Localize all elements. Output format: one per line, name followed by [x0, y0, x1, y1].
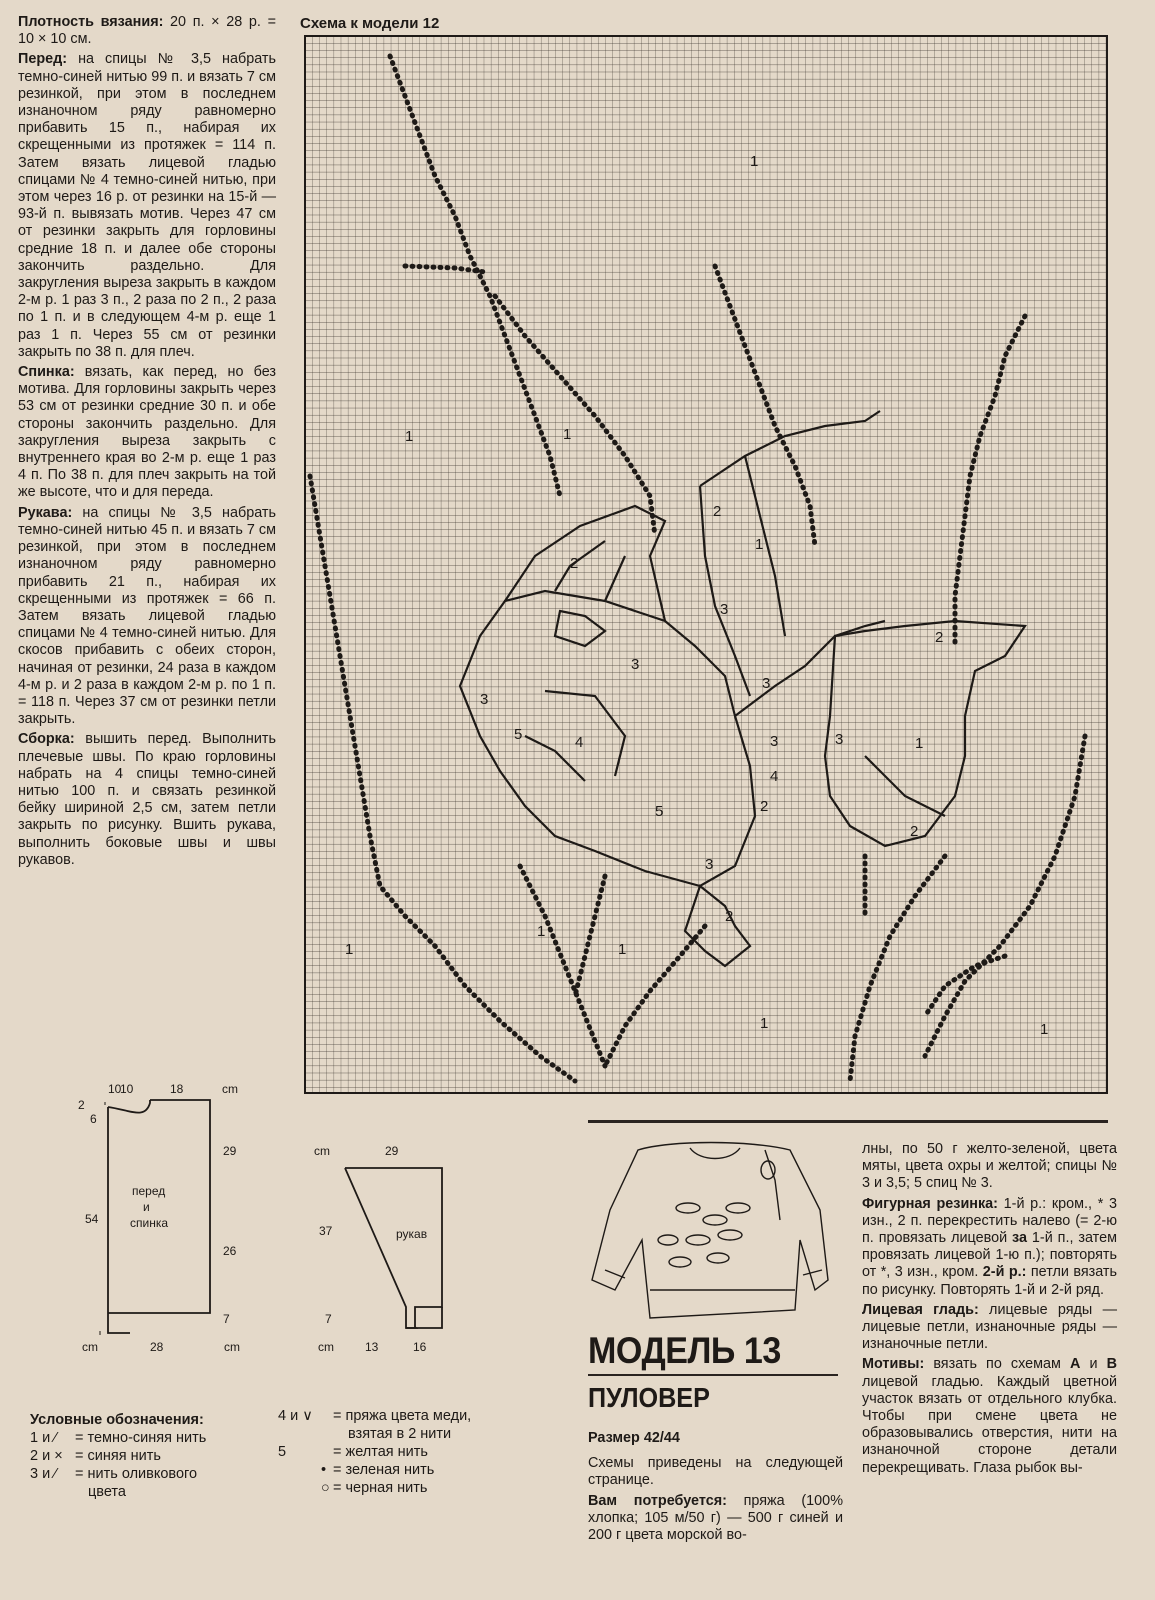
legend-row — [30, 1465, 550, 1483]
motif-a: А — [1070, 1356, 1081, 1373]
motif-b: В — [1106, 1356, 1117, 1373]
chart-label: 3 — [720, 601, 729, 618]
chart-label: 1 — [563, 426, 572, 443]
schema-front-mark: 6 — [90, 1112, 97, 1126]
chart-label: 1 — [755, 536, 764, 553]
rib-bold: за — [1012, 1230, 1028, 1247]
section-divider — [588, 1120, 1108, 1123]
assembly-text: вышить перед. Выполнить плечевые швы. По краю горловины набрать на 4 спицы темно-синей нитью 100 п. и связать резинкой бейку шириной 2,5 см, затем петли закрыть по рисунку. Вшить рукава, выполнить боковые швы и швы рукавов. — [18, 731, 276, 868]
schema-sleeve-bottom-width: 16 — [413, 1340, 427, 1354]
need-text: пряжа (100% хлопка; 105 м/50 г) — 500 г синей и 200 г цвета морской во- — [588, 1492, 843, 1544]
model-title: МОДЕЛЬ 13 — [588, 1330, 781, 1371]
schema-front-unit: cm — [222, 1082, 238, 1096]
legend-text: = желтая нить — [333, 1444, 428, 1460]
chart-label: 3 — [770, 733, 779, 750]
chart-label: 1 — [345, 941, 354, 958]
legend-row — [30, 1483, 550, 1501]
legend-text: = черная нить — [333, 1480, 428, 1496]
legend-title: Условные обозначения: — [30, 1412, 204, 1428]
legend-row — [30, 1429, 550, 1447]
chart-label: 2 — [713, 503, 722, 520]
chart-label: 2 — [570, 555, 579, 572]
schema-sleeve-unit: cm — [318, 1340, 334, 1354]
legend-row — [30, 1447, 550, 1465]
sleeve-label: Рукава: — [18, 504, 73, 521]
chart-label: 4 — [770, 768, 779, 785]
chart-label: 1 — [618, 941, 627, 958]
chart-label: 4 — [575, 734, 584, 751]
chart-label: 2 — [760, 798, 769, 815]
legend-text: = пряжа цвета меди, — [333, 1408, 472, 1424]
stockinette-text: лицевые ряды — лицевые петли, изнаночные ряды — изнаночные петли. — [862, 1301, 1117, 1353]
continuation-text: лны, по 50 г желто-зеленой, цвета мяты, цвета охры и желтой; спицы № 3 и 3,5; 5 спиц № 3. — [862, 1141, 1117, 1192]
schema-front-top-width: 10 — [120, 1082, 134, 1096]
rib-text: 1-й п., затем провязать лицевой 1-ю п.); повторять от *, 3 изн., кром. — [862, 1230, 1118, 1281]
schema-sleeve-top-width: 29 — [385, 1144, 399, 1158]
chart-label: 2 — [935, 629, 944, 646]
schema-front-label: и — [143, 1200, 150, 1214]
motifs-text: и — [1080, 1356, 1107, 1373]
density-value: 20 п. × 28 р. = 10 × 10 см. — [18, 14, 276, 48]
legend-text: = зеленая нить — [333, 1462, 435, 1478]
legend-key: 5 — [278, 1444, 287, 1460]
chart-label: 3 — [762, 675, 771, 692]
chart-label: 3 — [835, 731, 844, 748]
motifs-text: лицевой гладью. Каждый цветной участок вязать от отдельного клубка. Чтобы при смене цвета не образовывались отверстия, нити на изнаночной стороне детали перекрещивать. Глаза рыбок вы- — [862, 1373, 1117, 1476]
model-details-column — [862, 1141, 1117, 1480]
schema-front-right-height: 29 — [223, 1144, 237, 1158]
schema-front-unit: cm — [224, 1340, 240, 1354]
chart-label: 1 — [760, 1015, 769, 1032]
schema-front-height: 54 — [85, 1212, 99, 1226]
front-label: Перед: — [18, 51, 68, 68]
chart-label: 1 — [405, 428, 414, 445]
schemes-note: Схемы приведены на следующей странице. — [588, 1455, 843, 1489]
legend-text: = темно-синяя нить — [75, 1430, 207, 1446]
motifs-text: вязать по схемам — [924, 1356, 1070, 1373]
chart-label: 1 — [915, 735, 924, 752]
back-label: Спинка: — [18, 364, 75, 381]
schema-front-bottom-width: 28 — [150, 1340, 164, 1354]
rib-row2: 2-й р.: — [982, 1264, 1027, 1281]
legend-text: взятая в 2 нити — [348, 1426, 452, 1442]
chart-label: 1 — [537, 923, 546, 940]
garment-schema — [70, 1082, 580, 1365]
schema-sleeve-label: рукав — [396, 1227, 428, 1241]
schema-front-label: спинка — [130, 1216, 169, 1230]
sleeve-text: на спицы № 3,5 набрать темно-синей нитью 45 п. и вязать 7 см резинкой, при этом в последнем изнаночном ряду равномерно прибавить 21 п., набирая их скрещенными из протяжек = 66 п. Затем вязать лицевой гладью спицами № 4 темно-синей нитью. Для скосов прибавить с обеих сторон, начиная от резинки, 24 раза в каждом 4-м р. и 2 раза в каждом 2-м р. по 1 п. = 118 п. Через 37 см от резинки петли закрыть. — [18, 504, 276, 728]
schema-sleeve-bottom-width: 13 — [365, 1340, 379, 1354]
need-label: Вам потребуется: — [588, 1492, 727, 1509]
legend-key: • — [321, 1462, 327, 1478]
schema-front-right-height: 26 — [223, 1244, 237, 1258]
legend-text: цвета — [88, 1484, 126, 1500]
chart-label: 3 — [631, 656, 640, 673]
motifs-label: Мотивы: — [862, 1356, 925, 1373]
pullover-sketch — [590, 1140, 830, 1330]
model-intro-column — [588, 1430, 843, 1547]
legend — [30, 1408, 550, 1501]
schema-front-label: перед — [132, 1184, 166, 1198]
schema-sleeve-height: 37 — [319, 1224, 333, 1238]
legend-key: 3 и ⁄ — [30, 1466, 57, 1482]
schema-front-right-height: 7 — [223, 1312, 230, 1326]
legend-key: 1 и ⁄ — [30, 1430, 57, 1446]
schema-sleeve-cuff: 7 — [325, 1312, 332, 1326]
schema-front-mark: 2 — [78, 1098, 85, 1112]
rib-text: петли вязать по рисунку. Повторять 1-й и 2-й ряд. — [862, 1264, 1117, 1298]
chart-label: 5 — [514, 726, 523, 743]
chart-label: 5 — [655, 803, 664, 820]
size-label: Размер 42/44 — [588, 1430, 680, 1446]
chart-label: 2 — [725, 908, 734, 925]
chart-label: 3 — [705, 856, 714, 873]
rib-text: 1-й р.: кром., * 3 изн., 2 п. перекрестить налево (= 2-ю п. провязать лицевой — [862, 1195, 1117, 1247]
legend-key: ○ — [321, 1480, 330, 1496]
instructions-column — [18, 14, 276, 872]
schema-front-top-width: 18 — [170, 1082, 184, 1096]
chart-label: 1 — [1040, 1021, 1049, 1038]
back-text: вязать, как перед, но без мотива. Для горловины закрыть через 53 см от резинки средние 30 п. и обе стороны закончить раздельно. Для закругления выреза закрыть с внутреннего края во 2-м р. еще 1 раз 4 п. По 38 п. для плеч закрыть на той же высоте, что и для переда. — [18, 364, 276, 501]
stockinette-label: Лицевая гладь: — [862, 1301, 979, 1318]
assembly-label: Сборка: — [18, 731, 75, 748]
density-label: Плотность вязания: — [18, 14, 164, 30]
legend-key: 2 и × — [30, 1448, 63, 1464]
schema-sleeve-unit: cm — [314, 1144, 330, 1158]
front-text: на спицы № 3,5 набрать темно-синей нитью 99 п. и вязать 7 см резинкой, при этом в последнем изнаночном ряду равномерно прибавить 15 п., набирая их скрещенными из протяжек = 114 п. Затем вязать лицевой гладью спицами № 4 темно-синей нитью, при этом через 16 р. от резинки на 15-й — 93-й п. вывязать мотив. Через 47 см от резинки закрыть для горловины средние 18 п. и далее обе стороны закончить раздельно. Для закругления выреза закрыть в каждом 2-м р. 1 раз 3 п., 2 раза по 2 п., 2 раза по 1 п. и в следующем 4-м р. еще 1 раз 1 п. Через 55 см от резинки закрыть по 38 п. для плеч. — [18, 51, 276, 360]
model-subtitle: ПУЛОВЕР — [588, 1382, 710, 1413]
title-underline — [588, 1374, 838, 1376]
rib-label: Фигурная резинка: — [862, 1195, 998, 1212]
knitting-chart — [305, 36, 1107, 1093]
legend-key: 4 и ∨ — [278, 1408, 313, 1424]
legend-text: = нить оливкового — [75, 1466, 198, 1482]
chart-label: 3 — [480, 691, 489, 708]
chart-title: Схема к модели 12 — [300, 15, 440, 32]
chart-label: 2 — [910, 823, 919, 840]
chart-label: 1 — [750, 153, 759, 170]
schema-front-top-width: 10 — [108, 1082, 122, 1096]
schema-front-unit: cm — [82, 1340, 98, 1354]
legend-text: = синяя нить — [75, 1448, 161, 1464]
